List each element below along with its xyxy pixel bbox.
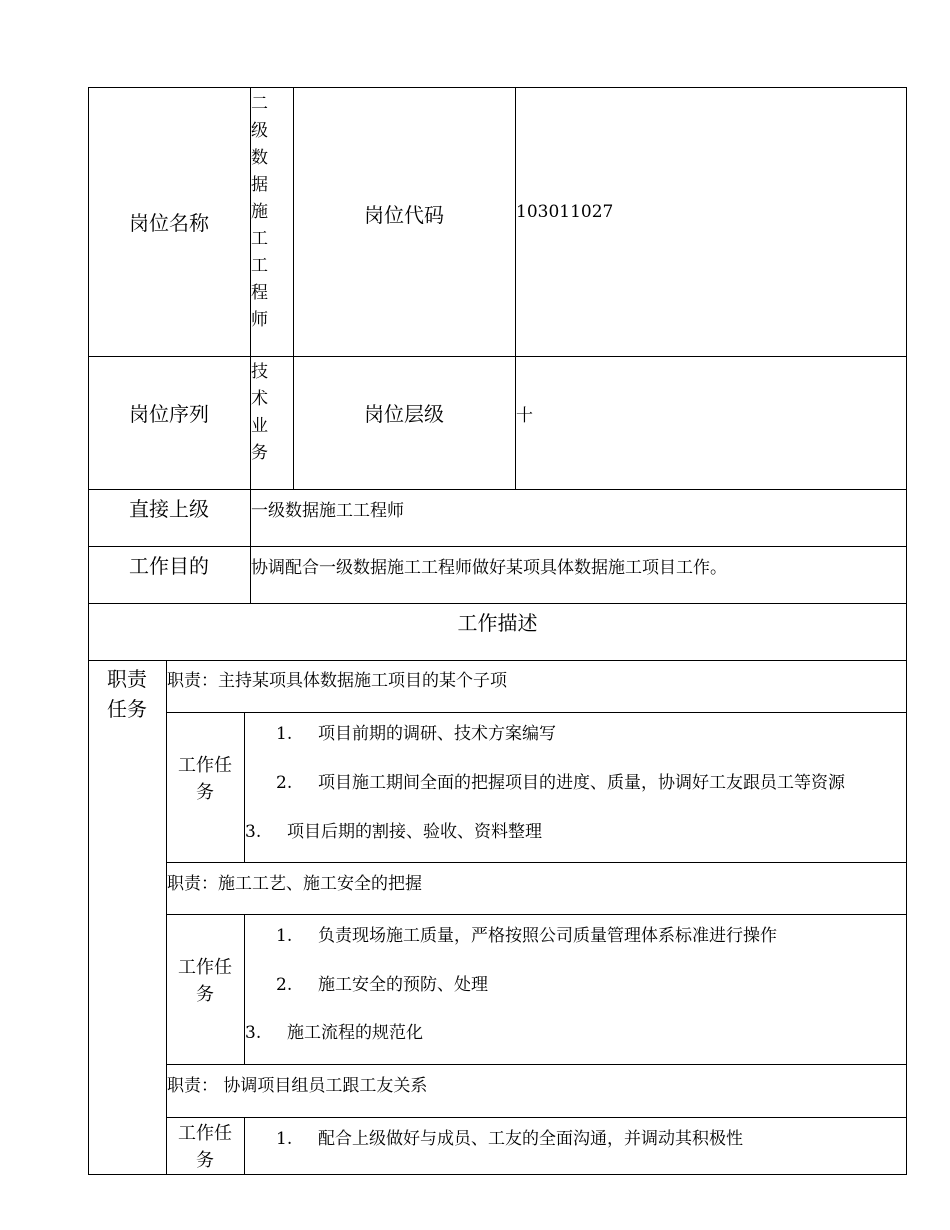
job-code-value: 103011027 [516,202,614,222]
job-sequence-label: 岗位序列 [129,402,209,426]
task-label: 工作任 务 [178,957,232,1005]
task-item: 1. 负责现场施工质量，严格按照公司质量管理体系标准进行操作 [276,926,777,946]
superior-value: 一级数据施工工程师 [251,501,404,521]
superior-label: 直接上级 [129,497,209,521]
duty-title: 职责： 协调项目组员工跟工友关系 [167,1076,428,1096]
job-level-value: 十 [516,406,533,426]
duties-label: 职责 任务 [107,667,147,721]
task-item: 3. 施工流程的规范化 [245,1023,423,1043]
job-name-value: 二级数据施工工程师 [251,94,268,330]
task-label: 工作任 务 [178,1123,232,1171]
duty-title: 职责：主持某项具体数据施工项目的某个子项 [167,671,507,691]
purpose-value: 协调配合一级数据施工工程师做好某项具体数据施工项目工作。 [251,558,727,578]
job-code-label: 岗位代码 [364,202,444,227]
task-label: 工作任 务 [178,755,232,803]
purpose-label: 工作目的 [129,554,209,578]
duty-title: 职责：施工工艺、施工安全的把握 [167,874,422,894]
task-item: 3. 项目后期的割接、验收、资料整理 [245,822,542,842]
job-sequence-value: 技术业务 [251,362,268,463]
job-name-label: 岗位名称 [129,211,209,235]
task-item: 1. 配合上级做好与成员、工友的全面沟通，并调动其积极性 [276,1129,743,1149]
task-item: 2. 施工安全的预防、处理 [276,975,488,995]
task-item: 2. 项目施工期间全面的把握项目的进度、质量，协调好工友跟员工等资源 [276,773,845,793]
task-item: 1. 项目前期的调研、技术方案编写 [276,724,556,744]
description-title: 工作描述 [457,611,538,635]
job-level-label: 岗位层级 [364,402,444,426]
